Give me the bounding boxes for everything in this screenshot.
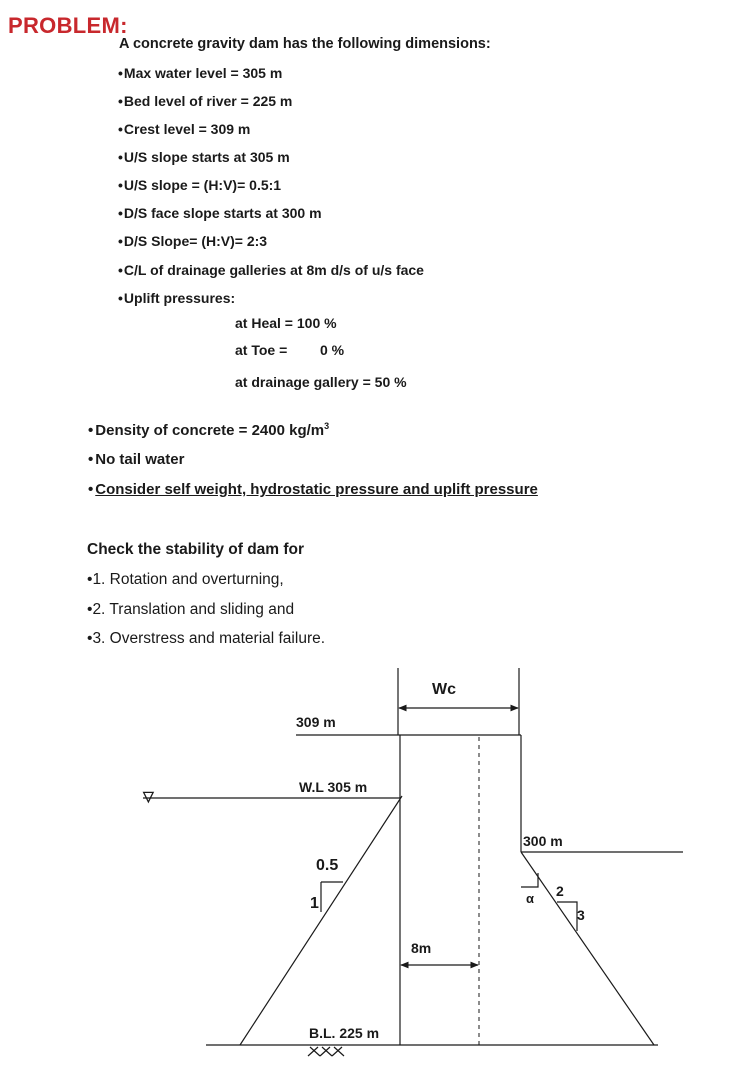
ds-slope-h-label: 2 — [556, 883, 564, 899]
dimension-item: •Uplift pressures: — [118, 290, 236, 306]
angle-label: α — [526, 891, 534, 906]
dimension-item: •D/S face slope starts at 300 m — [118, 205, 322, 221]
us-slope-triangle — [321, 882, 343, 912]
uplift-heal: at Heal = 100 % — [235, 315, 337, 331]
dimension-item: •C/L of drainage galleries at 8m d/s of u/s face — [118, 262, 424, 278]
ds-slope-face — [521, 852, 654, 1045]
density-item: • Density of concrete = 2400 $kg/m^3$ — [88, 421, 330, 439]
check-item: •2. Translation and sliding and — [87, 601, 295, 618]
check-item: •1. Rotation and overturning, — [87, 571, 284, 588]
dimension-item: •D/S Slope= (H:V)= 2:3 — [118, 233, 268, 249]
ds-slope-v-label: 3 — [577, 907, 585, 923]
us-slope-v-label: 1 — [310, 895, 319, 912]
us-slope-face — [240, 796, 402, 1045]
check-heading: Check the stability of dam for — [87, 541, 305, 558]
dimension-item: •U/S slope starts at 305 m — [118, 149, 290, 165]
dimension-item: •U/S slope = (H:V)= 0.5:1 — [118, 177, 282, 193]
crest-width-label: Wc — [432, 681, 456, 698]
gallery-offset-label: 8m — [411, 940, 432, 956]
water-symbol-icon: ▽ — [143, 788, 154, 804]
dimension-item: •Bed level of river = 225 m — [118, 93, 293, 109]
ds-start-label: 300 m — [523, 833, 563, 849]
bed-hatch-mark — [308, 1047, 344, 1056]
check-item: •3. Overstress and material failure. — [87, 630, 326, 647]
ds-slope-triangle — [557, 902, 577, 931]
angle-marker — [521, 873, 538, 887]
dimension-item: •Max water level = 305 m — [118, 65, 283, 81]
uplift-gallery: at drainage gallery = 50 % — [235, 374, 407, 390]
dimension-item: •Crest level = 309 m — [118, 121, 251, 137]
tail-water-item: • No tail water — [88, 451, 185, 468]
water-level-label: W.L 305 m — [299, 779, 368, 795]
uplift-toe-label: at Toe = — [235, 342, 288, 358]
problem-title: PROBLEM: — [8, 13, 128, 38]
crest-level-label: 309 m — [296, 714, 336, 730]
us-slope-h-label: 0.5 — [316, 857, 339, 874]
consider-item: • Consider self weight, hydrostatic pressure and uplift pressure — [88, 481, 538, 498]
bed-level-label: B.L. 225 m — [309, 1025, 380, 1041]
uplift-toe-value: 0 % — [320, 342, 345, 358]
intro-text: A concrete gravity dam has the following dimensions: — [119, 36, 491, 52]
